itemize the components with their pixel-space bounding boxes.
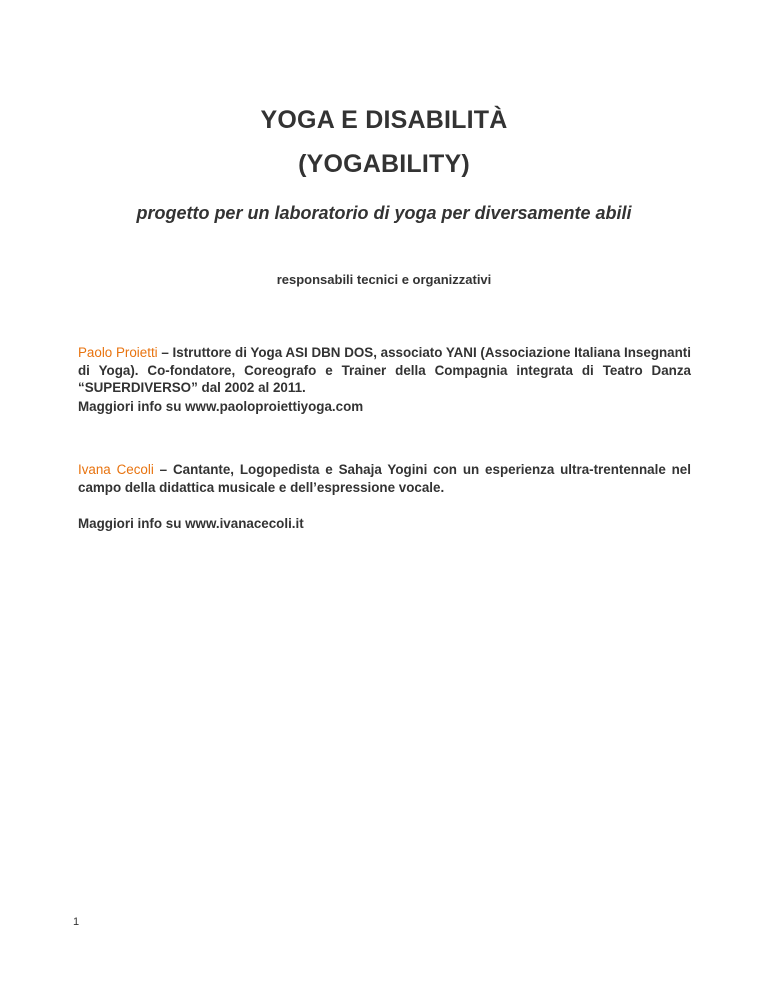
document-title-line2: (YOGABILITY) bbox=[298, 150, 470, 178]
page-number: 1 bbox=[73, 916, 80, 928]
bio-paolo-proietti bbox=[78, 344, 691, 397]
person-description: – Cantante, Logopedista e Sahaja Yogini con un esperienza ultra-trentennale nel campo della didattica musicale e dell’espressione vocale. bbox=[78, 462, 691, 495]
document-title-line1: YOGA E DISABILITÀ bbox=[260, 106, 508, 134]
bio-ivana-cecoli bbox=[78, 461, 691, 496]
person-description: – Istruttore di Yoga ASI DBN DOS, associato YANI (Associazione Italiana Insegnanti di Yoga). Co-fondatore, Coreografo e Trainer della Compagnia integrata di Teatro Danza “SUPERDIVERSO” dal 2002 al 2011. bbox=[78, 345, 691, 395]
section-heading: responsabili tecnici e organizzativi bbox=[276, 272, 492, 287]
more-info-paolo: Maggiori info su www.paoloproiettiyoga.com bbox=[78, 399, 364, 414]
person-name: Ivana Cecoli bbox=[78, 462, 154, 477]
document-subtitle: progetto per un laboratorio di yoga per diversamente abili bbox=[136, 203, 632, 223]
person-name: Paolo Proietti bbox=[78, 345, 158, 360]
more-info-ivana: Maggiori info su www.ivanacecoli.it bbox=[78, 516, 304, 531]
